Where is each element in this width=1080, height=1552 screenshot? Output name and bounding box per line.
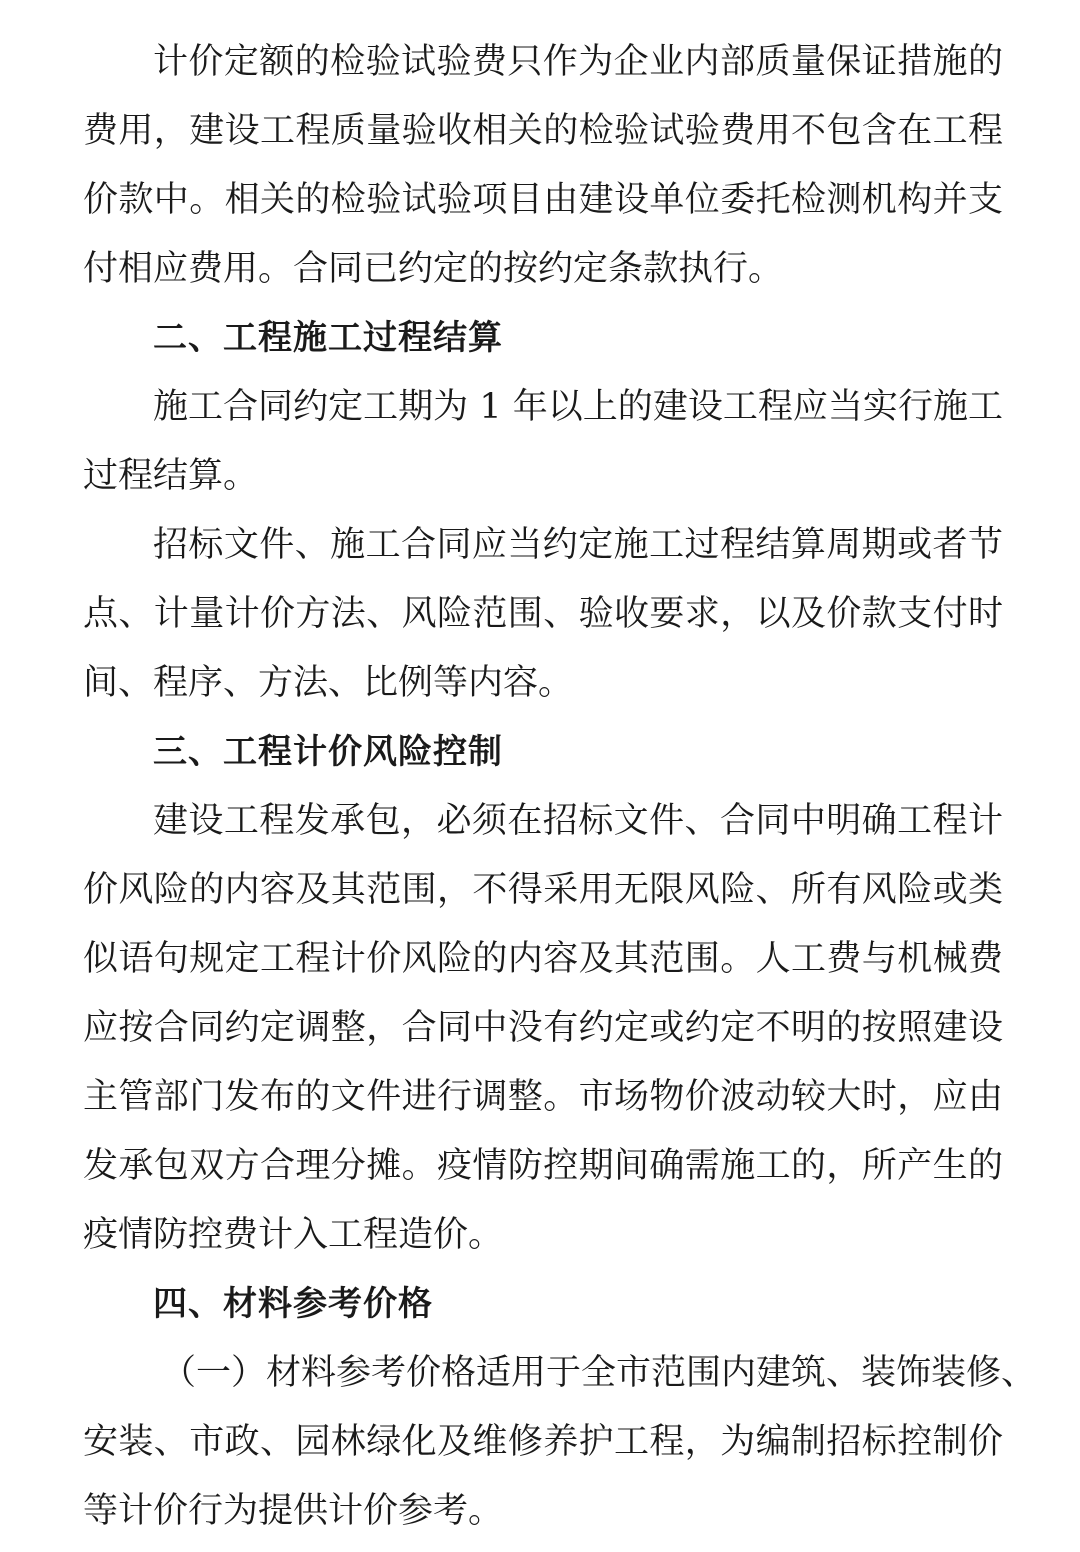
- paragraph-line: 安装、市政、园林绿化及维修养护工程，为编制招标控制价: [83, 1422, 1003, 1462]
- paragraph-line: （一）材料参考价格适用于全市范围内建筑、装饰装修、: [161, 1353, 1037, 1393]
- paragraph-line: 价风险的内容及其范围，不得采用无限风险、所有风险或类: [83, 870, 1003, 910]
- paragraph-line: 间、程序、方法、比例等内容。: [83, 663, 574, 703]
- paragraph-line: 费用，建设工程质量验收相关的检验试验费用不包含在工程: [83, 111, 1003, 151]
- section-heading-4: 四、材料参考价格: [153, 1284, 433, 1324]
- paragraph-line: 付相应费用。合同已约定的按约定条款执行。: [83, 249, 784, 289]
- paragraph-line: 施工合同约定工期为 1 年以上的建设工程应当实行施工: [153, 387, 1003, 427]
- paragraph-line: 价款中。相关的检验试验项目由建设单位委托检测机构并支: [83, 180, 1003, 220]
- paragraph-line: 点、计量计价方法、风险范围、验收要求，以及价款支付时: [83, 594, 1003, 634]
- paragraph-line: 建设工程发承包，必须在招标文件、合同中明确工程计: [153, 801, 1003, 841]
- paragraph-line: 等计价行为提供计价参考。: [83, 1491, 504, 1531]
- paragraph-line: 发承包双方合理分摊。疫情防控期间确需施工的，所产生的: [83, 1146, 1003, 1186]
- paragraph-line: 计价定额的检验试验费只作为企业内部质量保证措施的: [153, 42, 1003, 82]
- paragraph-line: 应按合同约定调整，合同中没有约定或约定不明的按照建设: [83, 1008, 1003, 1048]
- paragraph-line: 招标文件、施工合同应当约定施工过程结算周期或者节: [153, 525, 1003, 565]
- document-body: [83, 28, 1037, 1546]
- section-heading-3: 三、工程计价风险控制: [153, 732, 503, 772]
- section-heading-2: 二、工程施工过程结算: [153, 318, 503, 358]
- paragraph-line: 过程结算。: [83, 456, 259, 496]
- paragraph-line: 似语句规定工程计价风险的内容及其范围。人工费与机械费: [83, 939, 1003, 979]
- paragraph-line: 疫情防控费计入工程造价。: [83, 1215, 504, 1255]
- paragraph-line: 主管部门发布的文件进行调整。市场物价波动较大时，应由: [83, 1077, 1003, 1117]
